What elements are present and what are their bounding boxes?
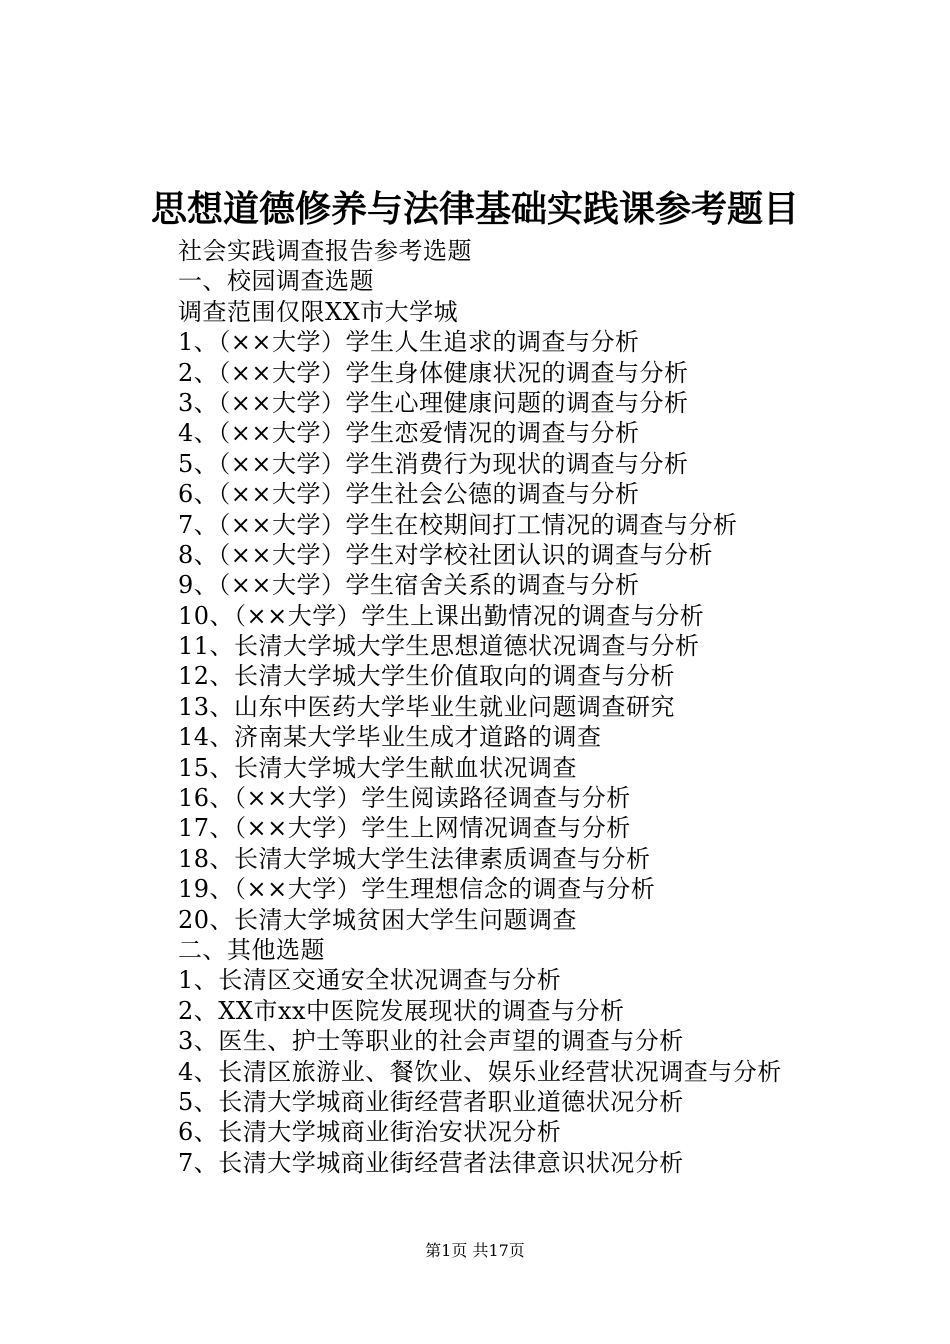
section-heading: 一、校园调查选题 <box>178 267 374 296</box>
list-item: 2、（××大学）学生身体健康状况的调查与分析 <box>178 358 689 387</box>
list-item: 5、（××大学）学生消费行为现状的调查与分析 <box>178 449 689 478</box>
list-item: 4、（××大学）学生恋爱情况的调查与分析 <box>178 419 640 448</box>
list-item: 6、长清大学城商业街治安状况分析 <box>178 1118 562 1147</box>
list-item: 6、（××大学）学生社会公德的调查与分析 <box>178 480 640 509</box>
list-item: 8、（××大学）学生对学校社团认识的调查与分析 <box>178 540 713 569</box>
list-item: 15、长清大学城大学生献血状况调查 <box>178 753 578 782</box>
list-item: 9、（××大学）学生宿舍关系的调查与分析 <box>178 571 640 600</box>
document-body <box>178 236 918 1178</box>
page-number-footer: 第1页 共17页 <box>425 1241 525 1260</box>
list-item: 2、XX市xx中医院发展现状的调查与分析 <box>178 996 625 1025</box>
text-line: 社会实践调查报告参考选题 <box>178 237 472 265</box>
list-item: 13、山东中医药大学毕业生就业问题调查研究 <box>178 692 676 721</box>
list-item: 7、长清大学城商业街经营者法律意识状况分析 <box>178 1148 684 1177</box>
list-item: 12、长清大学城大学生价值取向的调查与分析 <box>178 662 676 691</box>
list-item: 14、济南某大学毕业生成才道路的调查 <box>178 723 602 752</box>
list-item: 5、长清大学城商业街经营者职业道德状况分析 <box>178 1087 684 1116</box>
list-item: 1、长清区交通安全状况调查与分析 <box>178 966 562 995</box>
list-item: 3、医生、护士等职业的社会声望的调查与分析 <box>178 1027 684 1056</box>
list-item: 11、长清大学城大学生思想道德状况调查与分析 <box>178 632 700 661</box>
section-heading: 二、其他选题 <box>178 935 325 964</box>
list-item: 17、（××大学）学生上网情况调查与分析 <box>178 814 631 843</box>
list-item: 10、（××大学）学生上课出勤情况的调查与分析 <box>178 601 705 630</box>
list-item: 3、（××大学）学生心理健康问题的调查与分析 <box>178 388 689 417</box>
document-title: 思想道德修养与法律基础实践课参考题目 <box>150 188 799 230</box>
list-item: 1、（××大学）学生人生追求的调查与分析 <box>178 328 640 357</box>
list-item: 4、长清区旅游业、餐饮业、娱乐业经营状况调查与分析 <box>178 1057 782 1086</box>
list-item: 7、（××大学）学生在校期间打工情况的调查与分析 <box>178 510 738 539</box>
text-line: 调查范围仅限XX市大学城 <box>178 297 459 326</box>
list-item: 20、长清大学城贫困大学生问题调查 <box>178 905 578 934</box>
list-item: 19、（××大学）学生理想信念的调查与分析 <box>178 875 656 904</box>
list-item: 18、长清大学城大学生法律素质调查与分析 <box>178 844 651 873</box>
list-item: 16、（××大学）学生阅读路径调查与分析 <box>178 784 631 813</box>
